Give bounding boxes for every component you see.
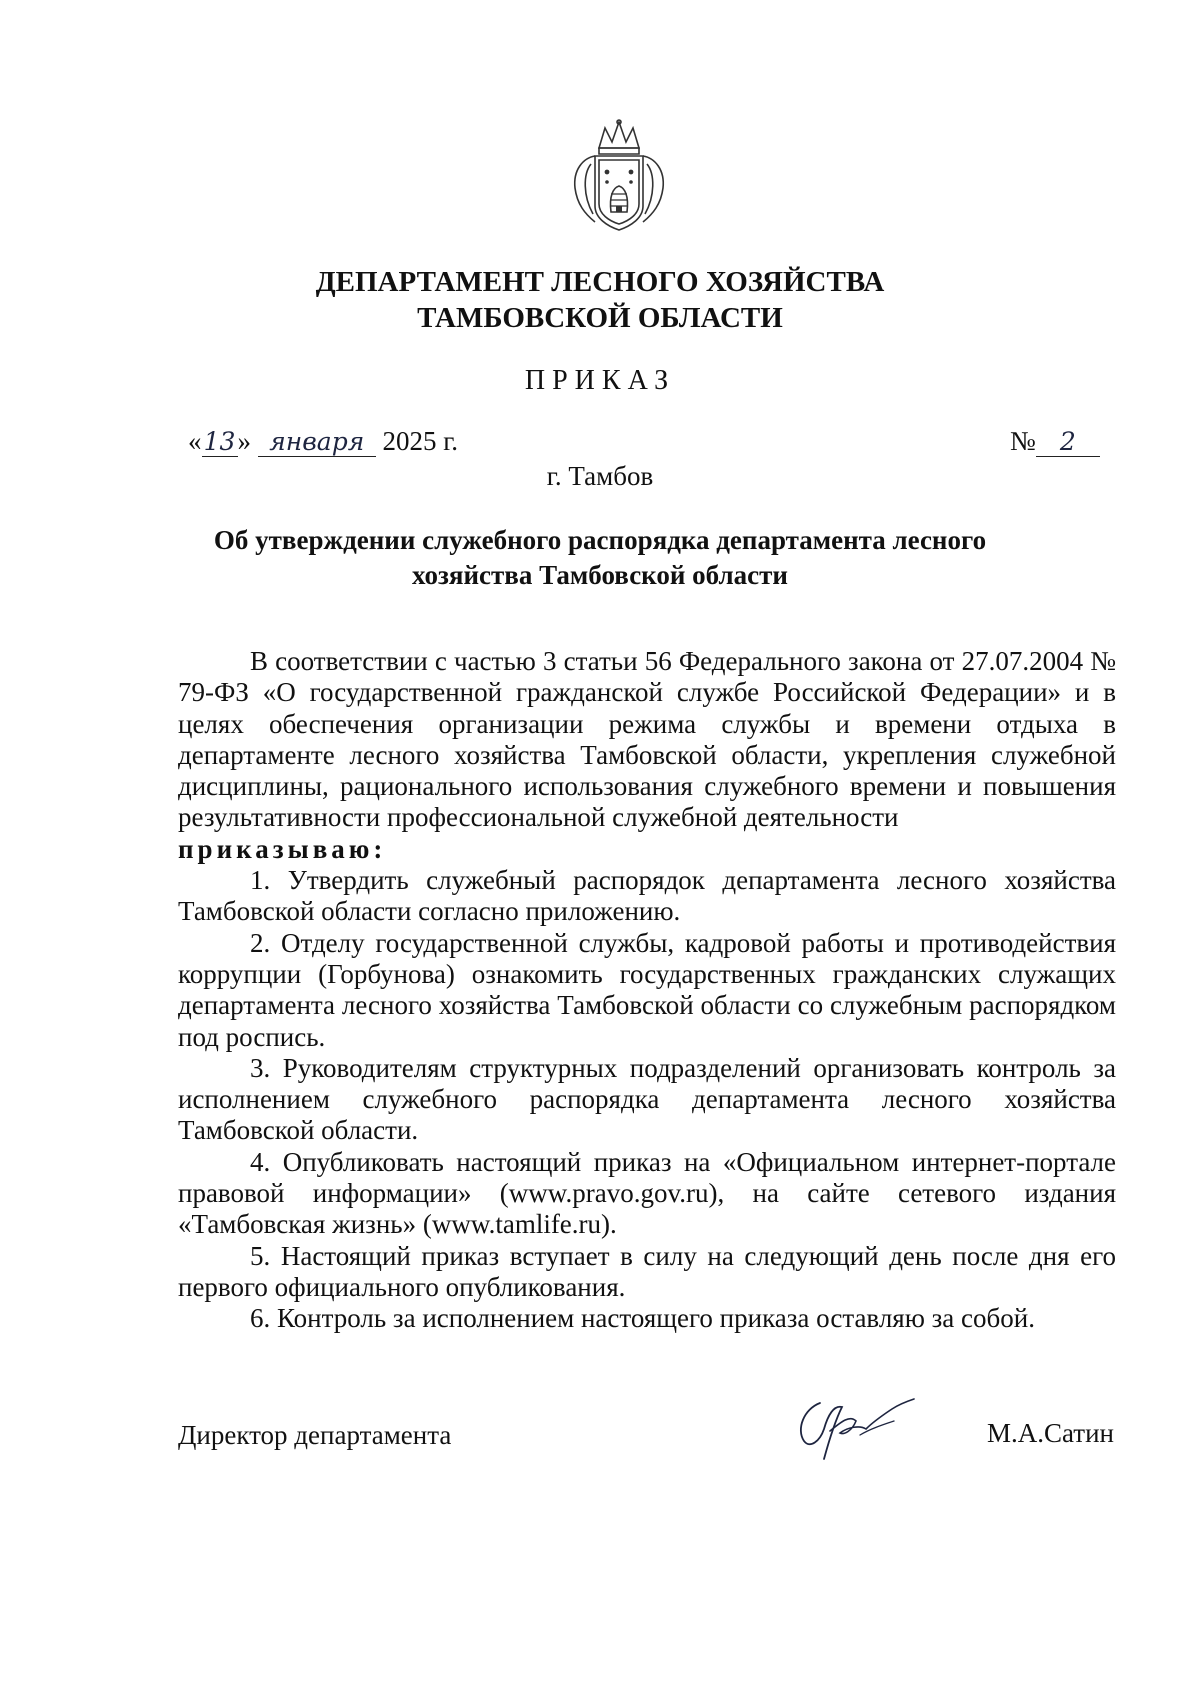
organization-name: [0, 264, 1200, 336]
date-year: 2025 г.: [382, 426, 459, 456]
organization-name-line-2: ТАМБОВСКОЙ ОБЛАСТИ: [417, 302, 783, 334]
subject-line-1: Об утверждении служебного распорядка департамента лесного: [213, 525, 987, 555]
date-day: 13: [202, 428, 238, 457]
document-subject: [0, 523, 1200, 593]
document-city: г. Тамбов: [546, 461, 654, 491]
document-number: [1010, 426, 1100, 457]
handwritten-signature-icon: [790, 1385, 920, 1465]
signatory-title: Директор департамента: [178, 1420, 452, 1450]
date-open-quote: «: [188, 426, 202, 456]
signatory-name: М.А.Сатин: [987, 1418, 1114, 1448]
date-close-quote: »: [237, 426, 251, 456]
coat-of-arms-icon: [565, 118, 673, 234]
body-order-word-line: [178, 834, 1116, 865]
document-date: [188, 426, 458, 457]
body-item-1: 1. Утвердить служебный распорядок департамента лесного хозяйства Тамбовской области согласно приложению.: [178, 865, 1116, 927]
number-label: №: [1010, 426, 1036, 456]
order-word: приказываю:: [178, 833, 387, 864]
body-item-2: 2. Отделу государственной службы, кадровой работы и противодействия коррупции (Горбунова) ознакомить государственных гражданских служащих департамента лесного хозяйства Тамбовской области со служебным распорядком под роспись.: [178, 927, 1116, 1052]
body-item-5: 5. Настоящий приказ вступает в силу на следующий день после дня его первого официального опубликования.: [178, 1240, 1116, 1302]
number-value: 2: [1036, 428, 1100, 457]
body-item-4: 4. Опубликовать настоящий приказ на «Официальном интернет-портале правовой информации» (www.pravo.gov.ru), на сайте сетевого издания «Тамбовская жизнь» (www.tamlife.ru).: [178, 1146, 1116, 1240]
date-month: января: [258, 428, 376, 457]
body-preamble: В соответствии с частью 3 статьи 56 Федерального закона от 27.07.2004 № 79-ФЗ «О государственной гражданской службе Российской Федерации» и в целях обеспечения организации режима службы и времени отдыха в департаменте лесного хозяйства Тамбовской области, укрепления служебной дисциплины, рационального использования служебного времени и повышения результативности профессиональной служебной деятельности: [178, 646, 1116, 833]
organization-name-line-1: ДЕПАРТАМЕНТ ЛЕСНОГО ХОЗЯЙСТВА: [315, 266, 885, 298]
body-item-6: 6. Контроль за исполнением настоящего приказа оставляю за собой.: [250, 1303, 1035, 1334]
body-item-3: 3. Руководителям структурных подразделений организовать контроль за исполнением служебного распорядка департамента лесного хозяйства Тамбовской области.: [178, 1052, 1116, 1146]
document-type: ПРИКАЗ: [524, 365, 676, 396]
subject-line-2: хозяйства Тамбовской области: [412, 560, 788, 590]
document-body: [178, 646, 1116, 1335]
